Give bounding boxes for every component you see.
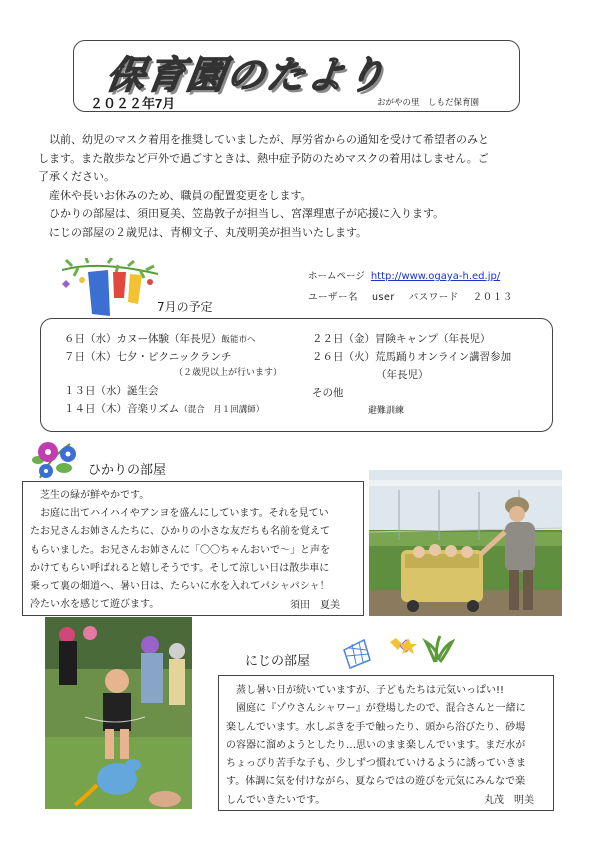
- schedule-item: ２６日（火）荒馬踊りオンライン講習参加: [312, 351, 512, 363]
- intro-line: 了承ください。: [38, 170, 115, 183]
- password-value: ２０１３: [472, 292, 513, 303]
- elephant-shower-photo: [45, 617, 192, 809]
- schedule-note: （２歳児以上が行います）: [174, 368, 283, 378]
- schedule-item: １３日（水）誕生会: [64, 385, 159, 397]
- intro-line: ひかりの部屋は、須田夏美、笠島敦子が担当し、宮澤理恵子が応援に入ります。: [38, 207, 445, 220]
- homepage-line: [308, 268, 500, 282]
- report-line: 冷たい水を感じて遊びます。: [30, 599, 160, 611]
- intro-notice: [38, 131, 563, 242]
- schedule-item: ２２日（金）冒険キャンプ（年長児）: [312, 333, 491, 345]
- username-value: user: [372, 292, 395, 303]
- report-line: す。体調に気を付けながら、夏ならではの遊びを元気にみんなで楽: [226, 776, 526, 788]
- report-line: しんでいきたいです。: [226, 794, 326, 806]
- homepage-link[interactable]: http://www.ogaya-h.ed.jp/: [370, 271, 501, 282]
- hikari-room-title: ひかりの部屋: [88, 463, 167, 478]
- niji-room-title: にじの部屋: [245, 654, 311, 669]
- password-label: パスワード: [408, 292, 459, 303]
- report-line: たお兄さんお姉さんたちに、ひかりの小さな友だちも名前を覚えて: [30, 526, 330, 538]
- school-name: おがやの里 しもだ保育園: [377, 98, 480, 108]
- credentials-line: [308, 289, 527, 303]
- hikari-author: 須田 夏美: [290, 600, 340, 611]
- intro-line: 産休や長いお休みのため、職員の配置変更をします。: [38, 188, 312, 202]
- homepage-label: ホームページ: [308, 271, 365, 282]
- report-line: 蒸し暑い日が続いていますが、子どもたちは元気いっぱい!!: [226, 685, 505, 696]
- report-line: の容器に溜めようとしたり…思いのまま楽しんでいます。まだ水が: [226, 739, 526, 751]
- schedule-left-column: [64, 330, 314, 418]
- intro-line: します。また散歩など戸外で過ごすときは、熱中症予防のためマスクの着用はしません。ご: [38, 151, 489, 165]
- niji-author: 丸茂 明美: [484, 795, 534, 806]
- report-line: お庭に出てハイハイやアンヨを盛んにしています。それを見てい: [30, 508, 329, 520]
- report-line: かけてもらい呼ばれると嬉しそうです。そして涼しい日は散歩車に: [30, 562, 330, 574]
- summer-deco-icon: [340, 632, 455, 672]
- report-line: 楽しんでいます。水しぶきを手で触ったり、頭から浴びたり、砂場: [226, 721, 526, 733]
- schedule-item: 避難訓練: [368, 406, 405, 416]
- stroller-walk-photo: [369, 470, 562, 616]
- schedule-note: 飯能市へ: [221, 335, 256, 345]
- report-line: もらいました。お兄さんお姉さんに「〇〇ちゃんおいで～」と声を: [30, 544, 330, 556]
- intro-line: にじの部屋の２歳児は、青柳文子、丸茂明美が担当いたします。: [38, 225, 368, 239]
- schedule-item: ６日（水）カヌー体験（年長児）飯能市へ: [64, 333, 256, 345]
- schedule-item: ７日（木）七夕・ピクニックランチ: [64, 351, 232, 363]
- report-line: ちょっぴり苦手な子も、少しずつ慣れていけるように誘っていきま: [226, 758, 526, 770]
- schedule-item: その他: [312, 387, 344, 399]
- schedule-note: （混合 月１回講師）: [179, 405, 265, 415]
- intro-line: 以前、幼児のマスク着用を推奨していましたが、厚労省からの通知を受けて希望者のみと: [38, 133, 489, 146]
- schedule-note: （年長児）: [376, 369, 429, 381]
- report-line: 芝生の緑が鮮やかです。: [30, 490, 150, 501]
- newsletter-title: 保育園のたより: [103, 53, 390, 97]
- tanabata-bamboo-icon: [58, 258, 163, 318]
- schedule-title: 7月の予定: [157, 300, 213, 314]
- schedule-right-column: [312, 330, 552, 418]
- issue-date: ２０２２年7月: [90, 96, 176, 111]
- schedule-item: １４日（木）音楽リズム（混合 月１回講師）: [64, 403, 265, 415]
- morning-glory-icon: [30, 438, 82, 482]
- username-label: ユーザー名: [308, 292, 359, 303]
- report-line: 乗って裏の畑道へ、暑い日は、たらいに水を入れてパシャパシャ！: [30, 581, 330, 593]
- report-line: 園庭に『ゾウさんシャワー』が登場したので、混合さんと一緒に: [226, 703, 526, 715]
